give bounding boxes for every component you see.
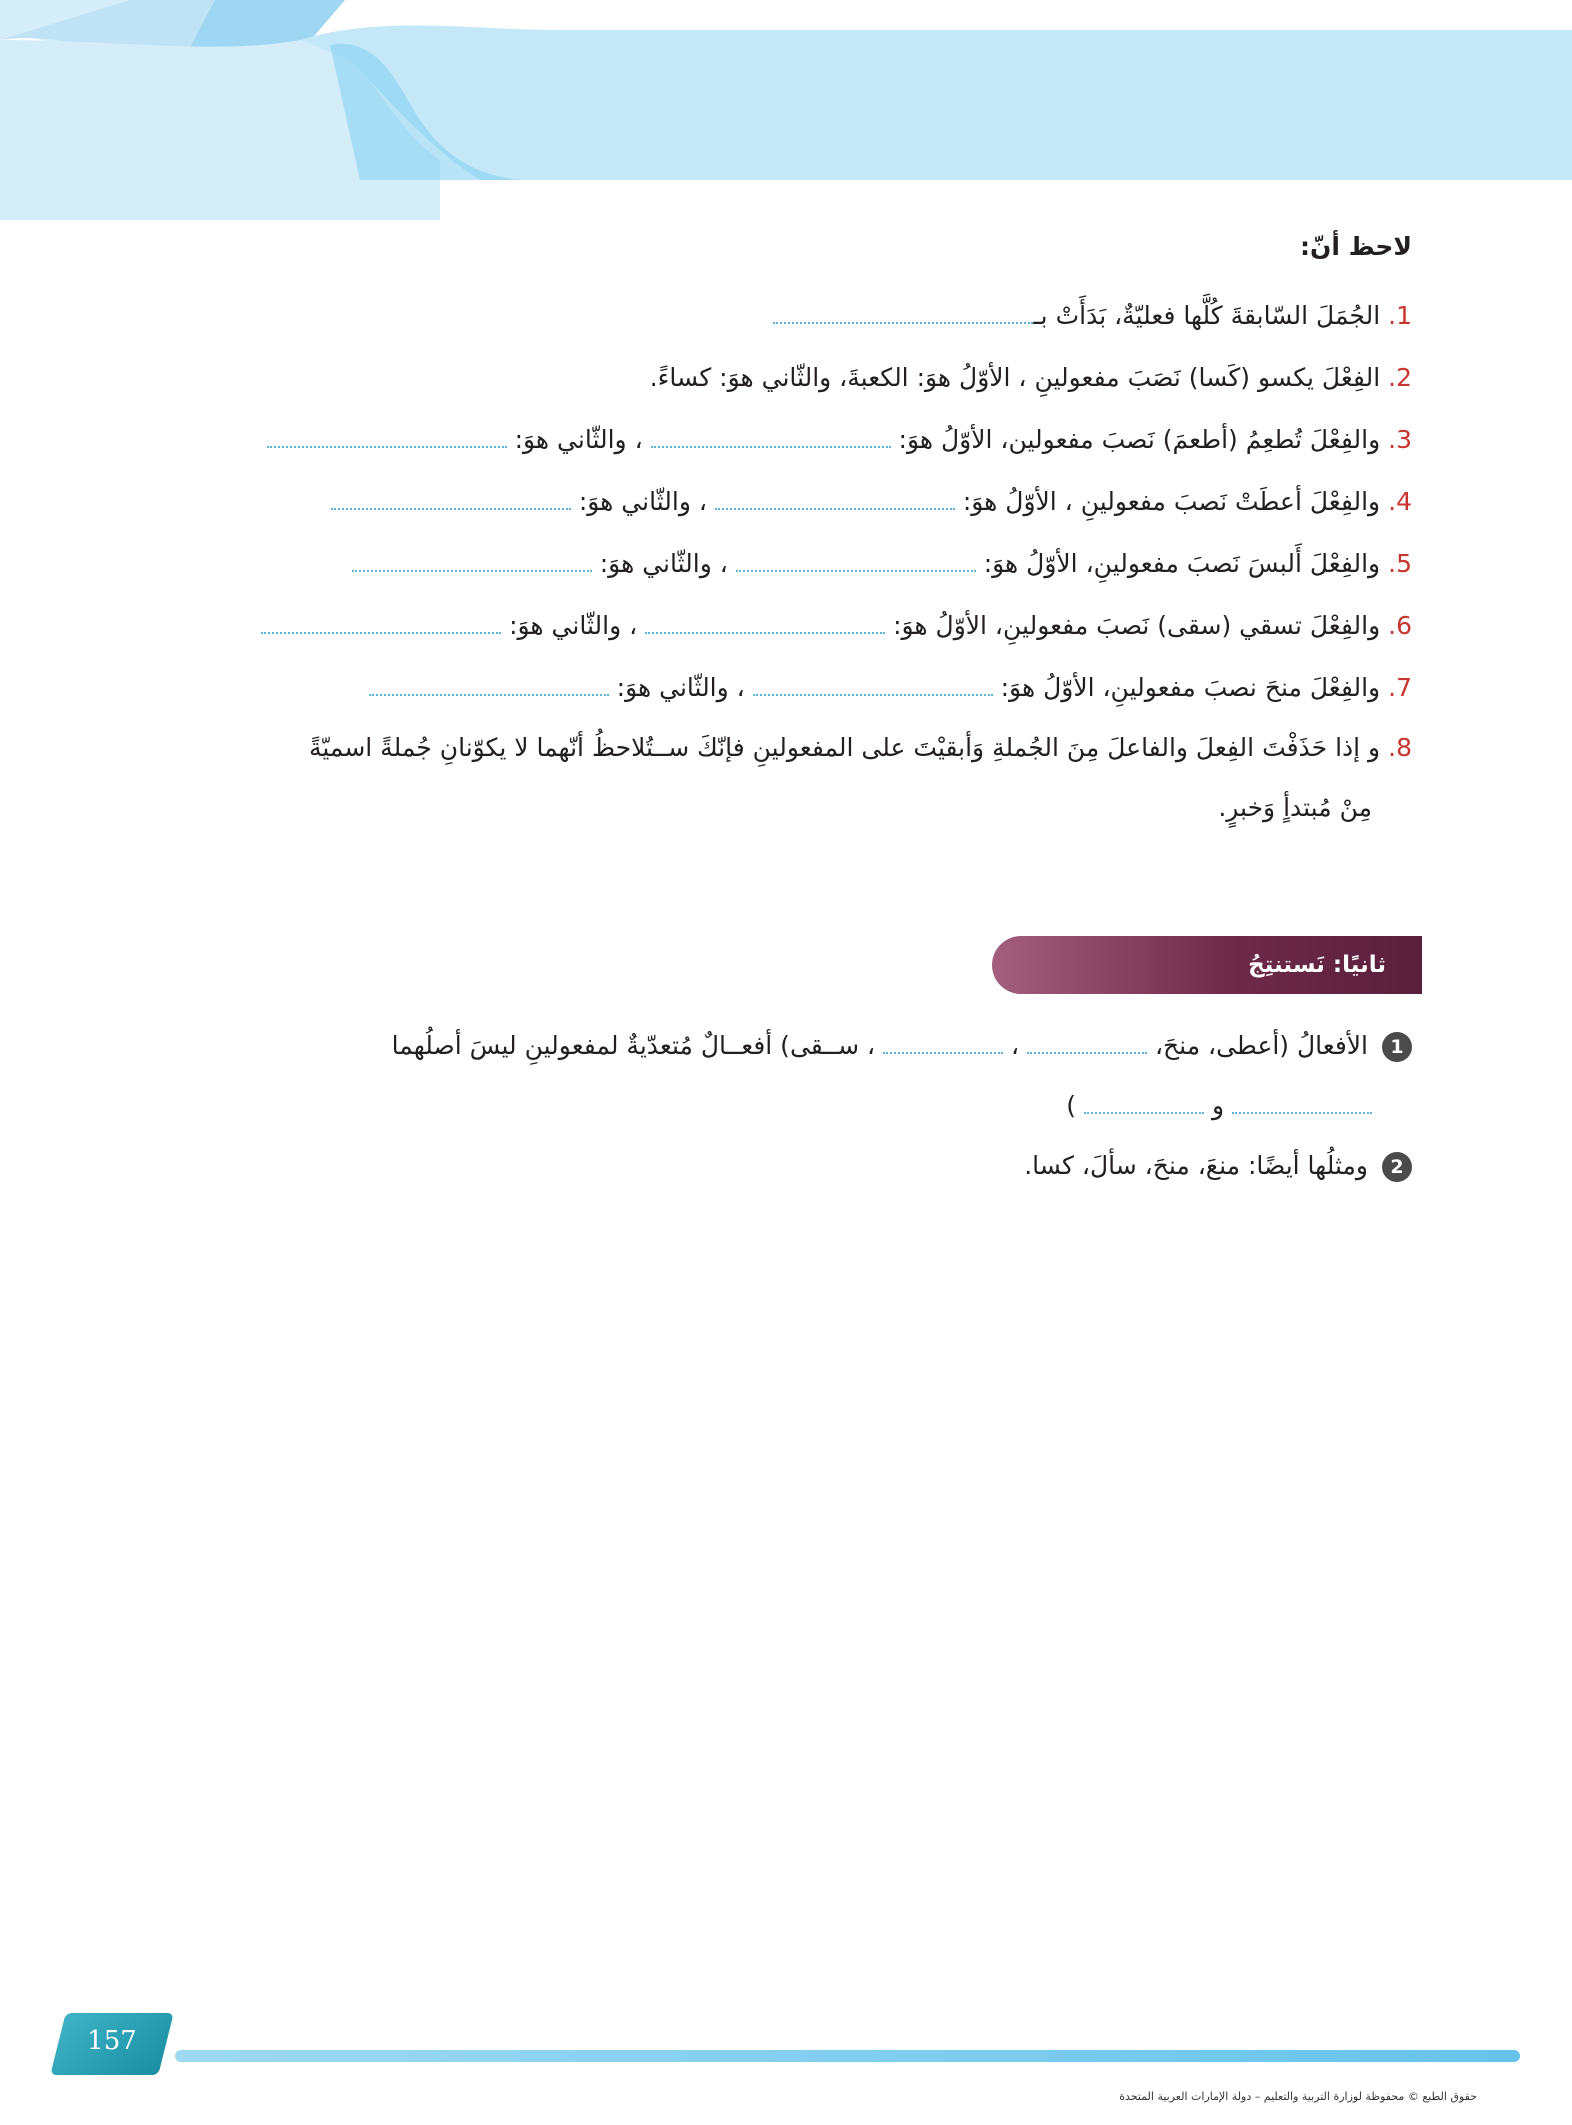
answer-blank[interactable] [261,628,501,634]
item-number: 3. [1388,425,1412,454]
item-number: 7. [1388,673,1412,702]
item-text: و إذا حَذَفْتَ الفِعلَ والفاعلَ مِنَ الجُملةِ وَأبقيْتَ على المفعولينِ فإنّكَ ســتُلاحظُ أنّهما لا يكوّنانِ جُملةً اسميّةً [308,733,1381,762]
conclusion-text: ) [1066,1091,1077,1120]
conclusion-text: ، [1010,1031,1020,1060]
answer-blank[interactable] [715,504,955,510]
conclusion-item-1-continuation [150,1088,1372,1124]
conclusion-text: ومثلُها أيضًا: منعَ، منحَ، سألَ، كسا. [1024,1151,1368,1180]
footer-line [175,2050,1520,2062]
item-text: ، والثّاني هوَ: [514,425,643,454]
item-text: الجُمَلَ السّابقةَ كُلَّها فعليّةٌ، بَدَأَتْ بـ [1033,301,1381,330]
conclusion-text: الأفعالُ (أعطى، منحَ، [1154,1031,1368,1060]
item-text: والفِعْلَ تُطعِمُ (أطعمَ) نَصبَ مفعولين، الأوّلُ هوَ: [898,425,1381,454]
conclusion-number: 2 [1382,1152,1412,1182]
item-text: الفِعْلَ يكسو (كَسا) نَصَبَ مفعولينِ ، الأوّلُ هوَ: الكعبةَ، والثّاني هوَ: كساءً. [649,363,1381,392]
page-number: 157 [87,2026,137,2056]
item-number: 6. [1388,611,1412,640]
item-text: ، والثّاني هوَ: [578,487,707,516]
section-header-conclusions: ثانيًا: نَستنتِجُ [992,936,1422,994]
answer-blank[interactable] [1084,1108,1204,1114]
notice-item-6 [150,608,1412,644]
item-text: والفِعْلَ أَلبسَ نَصبَ مفعولينِ، الأوّلُ هوَ: [983,549,1381,578]
item-number: 5. [1388,549,1412,578]
answer-blank[interactable] [773,318,1033,324]
notice-item-5 [150,546,1412,582]
notice-item-1 [150,298,1412,334]
notice-item-4 [150,484,1412,520]
item-text: والفِعْلَ تسقي (سقى) نَصبَ مفعولينِ، الأوّلُ هوَ: [893,611,1381,640]
answer-blank[interactable] [267,442,507,448]
answer-blank[interactable] [1027,1048,1147,1054]
item-number: 4. [1388,487,1412,516]
notice-item-7 [150,670,1412,706]
item-text: والفِعْلَ منحَ نصبَ مفعولينِ، الأوّلُ هوَ: [1000,673,1381,702]
header-decoration [0,0,1572,230]
conclusion-number: 1 [1382,1032,1412,1062]
answer-blank[interactable] [331,504,571,510]
answer-blank[interactable] [753,690,993,696]
copyright-text: حقوق الطبع © محفوظة لوزارة التربية والتعليم – دولة الإمارات العربية المتحدة [1119,2090,1477,2103]
notice-item-8 [150,730,1412,766]
item-text: ، والثّاني هوَ: [616,673,745,702]
item-number: 8. [1388,733,1412,762]
answer-blank[interactable] [352,566,592,572]
item-number: 1. [1388,301,1412,330]
answer-blank[interactable] [1232,1108,1372,1114]
notice-title: لاحظ أنّ: [1299,232,1412,261]
conclusion-item-2 [150,1148,1412,1184]
answer-blank[interactable] [369,690,609,696]
answer-blank[interactable] [645,628,885,634]
conclusion-text: و [1211,1091,1225,1120]
item-text: ، والثّاني هوَ: [599,549,728,578]
item-text: والفِعْلَ أعطَتْ نَصبَ مفعولينِ ، الأوّلُ هوَ: [962,487,1381,516]
item-number: 2. [1388,363,1412,392]
conclusion-item-1 [150,1028,1412,1064]
answer-blank[interactable] [651,442,891,448]
item-text: ، والثّاني هوَ: [509,611,638,640]
conclusion-text: ، ســقى) أفعــالٌ مُتعدّيةٌ لمفعولينِ ليسَ أصلُهما [391,1031,876,1060]
answer-blank[interactable] [883,1048,1003,1054]
answer-blank[interactable] [736,566,976,572]
notice-item-8-continuation: مِنْ مُبتدأٍ وَخبرٍ. [1218,793,1372,822]
notice-item-2 [150,360,1412,396]
notice-item-3 [150,422,1412,458]
